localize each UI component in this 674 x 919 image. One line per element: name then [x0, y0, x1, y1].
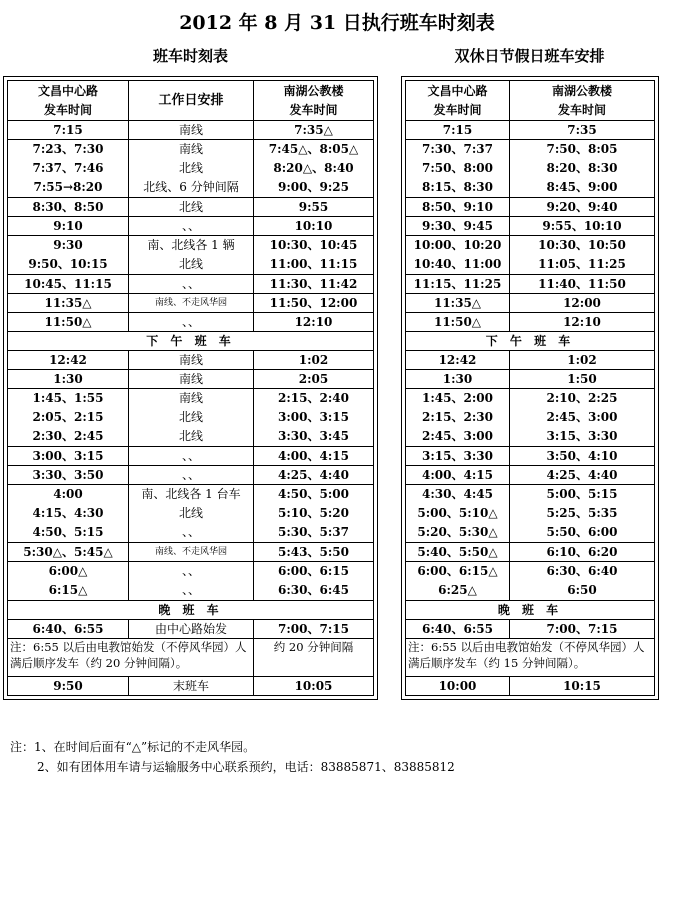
time-cell-line: 8:45、9:00 — [546, 180, 618, 194]
schedule-block-row — [8, 389, 374, 447]
route-cell: 、、 — [129, 466, 254, 485]
time-cell: 10:05 — [254, 677, 374, 696]
schedule-row — [8, 198, 374, 217]
section-header: 晚 班 车 — [8, 601, 374, 620]
time-cell: 6:10、6:20 — [510, 543, 655, 562]
time-cell: 12:42 — [406, 351, 510, 370]
column-header-line: 发车时间 — [289, 102, 338, 117]
column-header — [8, 81, 129, 121]
schedule-row — [8, 275, 374, 294]
route-cell — [129, 485, 254, 543]
time-cell — [8, 236, 129, 275]
route-cell: 北线 — [129, 198, 254, 217]
route-cell — [129, 562, 254, 601]
column-header: 工作日安排 — [129, 81, 254, 121]
time-cell-line: 6:50 — [567, 583, 597, 597]
schedule-row — [406, 198, 655, 217]
schedule-row — [406, 121, 655, 140]
schedule-block-row — [8, 140, 374, 198]
time-cell — [406, 236, 510, 275]
route-cell-line: 北线 — [178, 410, 203, 424]
route-cell-line: 南、北线各 1 辆 — [147, 238, 235, 252]
section-header-row — [406, 601, 655, 620]
left-subtitle: 班车时刻表 — [152, 47, 228, 65]
time-cell-line: 7:50、8:00 — [422, 161, 493, 175]
schedule-row — [406, 275, 655, 294]
time-cell: 8:30、8:50 — [8, 198, 129, 217]
time-cell: 11:35△ — [406, 294, 510, 313]
route-cell-line: 、、 — [181, 525, 200, 539]
section-header-row — [8, 601, 374, 620]
route-cell-line: 北线 — [178, 506, 203, 520]
column-header-line: 文昌中心路 — [427, 83, 488, 98]
time-cell: 8:50、9:10 — [406, 198, 510, 217]
time-cell — [8, 389, 129, 447]
time-cell: 11:30、11:42 — [254, 275, 374, 294]
time-cell-line: 7:30、7:37 — [422, 142, 493, 156]
time-cell — [406, 389, 510, 447]
schedule-row — [406, 370, 655, 389]
time-cell — [510, 562, 655, 601]
time-cell: 1:30 — [406, 370, 510, 389]
schedule-block-row — [406, 140, 655, 198]
time-cell-line: 9:30 — [53, 238, 83, 252]
schedule-row — [406, 294, 655, 313]
note-text: 注：6:55 以后由电教馆始发（不停风华园）人满后顺序发车（约 20 分钟间隔）。 — [8, 639, 254, 677]
time-cell-line: 1:45、2:00 — [422, 391, 493, 405]
schedule-row — [406, 351, 655, 370]
time-cell-line: 2:30、2:45 — [32, 429, 104, 443]
time-cell: 4:25、4:40 — [254, 466, 374, 485]
route-cell-line: 、、 — [181, 583, 200, 597]
time-cell: 9:55 — [254, 198, 374, 217]
route-cell: 、、 — [129, 313, 254, 332]
time-cell-line: 2:10、2:25 — [546, 391, 618, 405]
time-cell-line: 5:00、5:15 — [546, 487, 618, 501]
time-cell — [8, 485, 129, 543]
time-cell-line: 4:50、5:15 — [32, 525, 104, 539]
schedule-row — [8, 620, 374, 639]
time-cell: 3:00、3:15 — [8, 447, 129, 466]
header-row — [406, 81, 655, 121]
time-cell-line: 6:00△ — [48, 564, 88, 578]
schedule-row — [406, 217, 655, 236]
schedule-row — [406, 620, 655, 639]
time-cell: 9:30、9:45 — [406, 217, 510, 236]
time-cell — [510, 236, 655, 275]
route-cell-line: 北线 — [178, 429, 203, 443]
time-cell-line: 6:00、6:15△ — [417, 564, 498, 578]
time-cell-line: 10:40、11:00 — [413, 257, 502, 271]
time-cell: 11:50△ — [8, 313, 129, 332]
schedule-row — [8, 370, 374, 389]
schedule-row — [8, 543, 374, 562]
time-cell: 12:10 — [510, 313, 655, 332]
route-cell: 南线 — [129, 370, 254, 389]
time-cell-line: 7:50、8:05 — [546, 142, 618, 156]
schedule-row — [8, 677, 374, 696]
time-cell: 4:25、4:40 — [510, 466, 655, 485]
schedule-block-row — [8, 562, 374, 601]
time-cell-line: 9:50、10:15 — [28, 257, 108, 271]
schedule-block-row — [406, 236, 655, 275]
route-cell — [129, 389, 254, 447]
time-cell: 11:40、11:50 — [510, 275, 655, 294]
route-cell-line: 北线 — [178, 161, 203, 175]
schedule-row — [406, 543, 655, 562]
schedule-block-row — [406, 485, 655, 543]
section-header-row — [406, 332, 655, 351]
schedule-block-row — [8, 236, 374, 275]
route-cell-line: 北线 — [178, 257, 203, 271]
time-cell-line: 4:50、5:00 — [278, 487, 349, 501]
time-cell-line: 3:15、3:30 — [546, 429, 618, 443]
time-cell-line: 6:15△ — [48, 583, 88, 597]
time-cell: 4:00、4:15 — [254, 447, 374, 466]
time-cell: 1:30 — [8, 370, 129, 389]
time-cell: 7:35△ — [254, 121, 374, 140]
time-cell — [254, 140, 374, 198]
time-cell: 11:50△ — [406, 313, 510, 332]
route-cell: 、、 — [129, 275, 254, 294]
time-cell — [406, 485, 510, 543]
time-cell: 3:15、3:30 — [406, 447, 510, 466]
section-header-row — [8, 332, 374, 351]
schedule-row — [8, 121, 374, 140]
time-cell-line: 9:00、9:25 — [278, 180, 349, 194]
time-cell — [254, 236, 374, 275]
time-cell-line: 4:30、4:45 — [422, 487, 493, 501]
route-cell: 南线 — [129, 121, 254, 140]
time-cell: 11:35△ — [8, 294, 129, 313]
weekend-timetable — [401, 76, 659, 700]
column-header-line: 发车时间 — [43, 102, 92, 117]
note-row — [406, 639, 655, 677]
time-cell-line: 7:23、7:30 — [32, 142, 104, 156]
time-cell-line: 7:45△、8:05△ — [268, 142, 359, 156]
time-cell: 9:50 — [8, 677, 129, 696]
weekday-timetable — [3, 76, 378, 700]
column-header-line: 南湖公教楼 — [283, 83, 344, 98]
column-header-line: 南湖公教楼 — [551, 83, 612, 98]
time-cell-line: 8:20、8:30 — [546, 161, 618, 175]
route-cell-line: 南、北线各 1 台车 — [141, 487, 241, 501]
time-cell: 5:30△、5:45△ — [8, 543, 129, 562]
time-cell-line: 4:00 — [53, 487, 83, 501]
time-cell-line: 11:05、11:25 — [538, 257, 626, 271]
schedule-block-row — [8, 485, 374, 543]
time-cell — [8, 140, 129, 198]
time-cell: 10:45、11:15 — [8, 275, 129, 294]
time-cell — [510, 485, 655, 543]
section-header: 下 午 班 车 — [406, 332, 655, 351]
time-cell: 1:02 — [510, 351, 655, 370]
section-header: 晚 班 车 — [406, 601, 655, 620]
time-cell: 9:10 — [8, 217, 129, 236]
time-cell-line: 3:00、3:15 — [278, 410, 349, 424]
time-cell-line: 8:15、8:30 — [422, 180, 493, 194]
time-cell-line: 11:00、11:15 — [269, 257, 358, 271]
section-header: 下 午 班 车 — [8, 332, 374, 351]
note-text: 注：6:55 以后由电教馆始发（不停风华园）人满后顺序发车（约 15 分钟间隔）。 — [406, 639, 655, 677]
time-cell-line: 1:45、1:55 — [32, 391, 104, 405]
time-cell: 7:15 — [406, 121, 510, 140]
time-cell-line: 10:00、10:20 — [413, 238, 502, 252]
time-cell: 11:50、12:00 — [254, 294, 374, 313]
time-cell — [8, 562, 129, 601]
weekday-table — [7, 80, 374, 696]
schedule-row — [8, 313, 374, 332]
time-cell-line: 2:15、2:40 — [278, 391, 349, 405]
time-cell: 7:00、7:15 — [510, 620, 655, 639]
time-cell-line: 2:05、2:15 — [32, 410, 104, 424]
route-cell: 南线、不走风华园 — [129, 294, 254, 313]
time-cell: 7:00、7:15 — [254, 620, 374, 639]
time-cell: 11:15、11:25 — [406, 275, 510, 294]
time-cell — [406, 140, 510, 198]
weekend-table — [405, 80, 655, 696]
time-cell: 9:55、10:10 — [510, 217, 655, 236]
header-row — [8, 81, 374, 121]
time-cell: 10:00 — [406, 677, 510, 696]
time-cell: 3:50、4:10 — [510, 447, 655, 466]
schedule-row — [8, 294, 374, 313]
time-cell-line: 5:25、5:35 — [546, 506, 618, 520]
time-cell: 4:00、4:15 — [406, 466, 510, 485]
time-cell-line: 5:50、6:00 — [546, 525, 618, 539]
schedule-row — [406, 466, 655, 485]
column-header-line: 发车时间 — [433, 102, 482, 117]
schedule-row — [8, 217, 374, 236]
route-cell: 、、 — [129, 217, 254, 236]
column-header-line: 文昌中心路 — [37, 83, 98, 98]
time-cell — [254, 389, 374, 447]
time-cell: 1:50 — [510, 370, 655, 389]
right-subtitle: 双休日节假日班车安排 — [454, 47, 605, 65]
time-cell-line: 5:20、5:30△ — [417, 525, 498, 539]
time-cell-line: 7:37、7:46 — [32, 161, 104, 175]
route-cell — [129, 236, 254, 275]
time-cell: 7:35 — [510, 121, 655, 140]
time-cell — [254, 562, 374, 601]
note-row — [8, 639, 374, 677]
time-cell-line: 8:20△、8:40 — [273, 161, 354, 175]
time-cell-line: 5:00、5:10△ — [417, 506, 498, 520]
time-cell: 3:30、3:50 — [8, 466, 129, 485]
time-cell — [406, 562, 510, 601]
time-cell-line: 6:30、6:45 — [278, 583, 349, 597]
time-cell-line: 2:45、3:00 — [546, 410, 618, 424]
schedule-row — [406, 313, 655, 332]
footnote-1: 注：1、在时间后面有“△”标记的不走风华园。 — [10, 740, 256, 754]
time-cell — [510, 140, 655, 198]
time-cell: 5:40、5:50△ — [406, 543, 510, 562]
time-cell — [254, 485, 374, 543]
time-cell: 12:42 — [8, 351, 129, 370]
time-cell: 1:02 — [254, 351, 374, 370]
schedule-block-row — [406, 562, 655, 601]
schedule-row — [8, 351, 374, 370]
time-cell: 5:43、5:50 — [254, 543, 374, 562]
column-header — [510, 81, 655, 121]
time-cell: 10:10 — [254, 217, 374, 236]
time-cell-line: 4:15、4:30 — [32, 506, 104, 520]
time-cell-line: 5:10、5:20 — [278, 506, 349, 520]
time-cell-line: 6:30、6:40 — [546, 564, 618, 578]
time-cell-line: 2:45、3:00 — [422, 429, 493, 443]
time-cell: 9:20、9:40 — [510, 198, 655, 217]
note-interval: 约 20 分钟间隔 — [254, 639, 374, 677]
time-cell: 10:15 — [510, 677, 655, 696]
route-cell-line: 、、 — [181, 564, 200, 578]
route-cell — [129, 140, 254, 198]
schedule-row — [406, 447, 655, 466]
route-cell: 南线、不走风华园 — [129, 543, 254, 562]
schedule-block-row — [406, 389, 655, 447]
time-cell: 7:15 — [8, 121, 129, 140]
route-cell: 南线 — [129, 351, 254, 370]
footnote-2: 2、如有团体用车请与运输服务中心联系预约，电话：83885871、83885812 — [37, 760, 455, 774]
time-cell — [510, 389, 655, 447]
time-cell: 12:00 — [510, 294, 655, 313]
time-cell-line: 2:15、2:30 — [422, 410, 493, 424]
route-cell-line: 南线 — [178, 142, 203, 156]
page-title: 2012 年 8 月 31 日执行班车时刻表 — [179, 12, 495, 34]
schedule-row — [8, 447, 374, 466]
column-header — [254, 81, 374, 121]
time-cell-line: 5:30、5:37 — [278, 525, 349, 539]
schedule-row — [406, 677, 655, 696]
time-cell: 6:40、6:55 — [406, 620, 510, 639]
column-header-line: 发车时间 — [557, 102, 606, 117]
route-cell: 由中心路始发 — [129, 620, 254, 639]
route-cell: 、、 — [129, 447, 254, 466]
route-cell-line: 北线、6 分钟间隔 — [143, 180, 239, 194]
time-cell-line: 6:00、6:15 — [278, 564, 349, 578]
time-cell-line: 10:30、10:50 — [538, 238, 626, 252]
time-cell-line: 6:25△ — [438, 583, 477, 597]
route-cell-line: 南线 — [178, 391, 203, 405]
route-cell: 末班车 — [129, 677, 254, 696]
column-header — [406, 81, 510, 121]
time-cell: 12:10 — [254, 313, 374, 332]
time-cell-line: 7:55→8:20 — [33, 180, 103, 194]
schedule-row — [8, 466, 374, 485]
time-cell-line: 10:30、10:45 — [269, 238, 358, 252]
time-cell-line: 3:30、3:45 — [278, 429, 349, 443]
time-cell: 2:05 — [254, 370, 374, 389]
time-cell: 6:40、6:55 — [8, 620, 129, 639]
